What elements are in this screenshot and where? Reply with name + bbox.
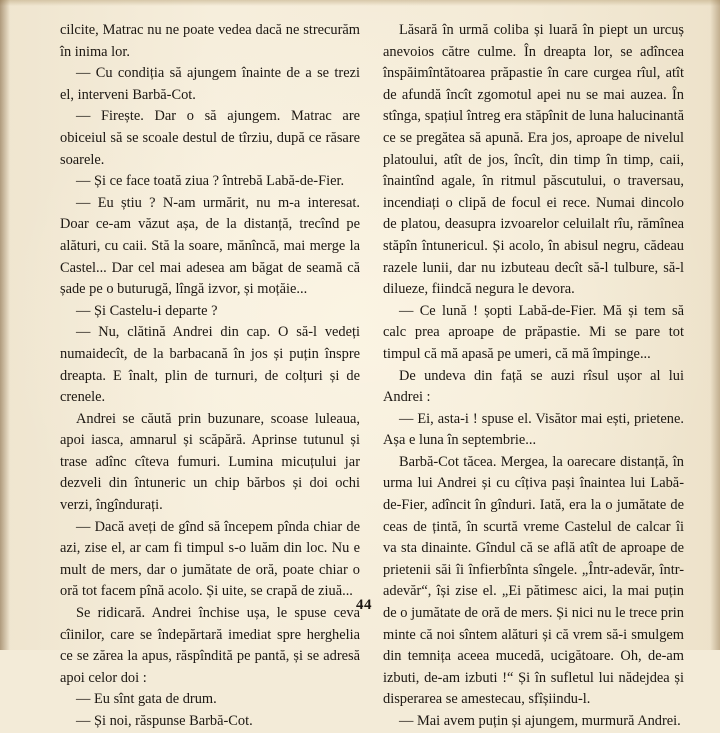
paragraph: — Și noi, răspunse Barbă-Cot. (76, 713, 253, 729)
paragraph: — Cu condiția să ajungem înainte de a se trezi el, interveni Barbă-Cot. (60, 65, 360, 103)
paragraph: — Nu, clătină Andrei din cap. O să-l vedeți numaidecît, de la barbacană în jos și puțin înspre dreapta. E înalt, plin de turnuri, de colțuri și de crenele. (60, 324, 360, 406)
page-top-shadow (0, 0, 720, 6)
paragraph: Andrei se căută prin buzunare, scoase luleaua, apoi iasca, amnarul și scăpără. Aprinse tutunul și trase adînc cîteva fumuri. Lumina micuțului jar dezveli din întuneric un chip bărbos și doi ochi verzi, îngîndurați. (60, 410, 360, 514)
paragraph: — Și Castelu-i departe ? (76, 302, 218, 319)
paragraph: Se ridicară. Andrei închise ușa, le spuse ceva cîinilor, care se îndepărtară imediat spre herghelia ce se zărea la apus, răspîndită pe pantă, și se adresă apoi celor doi : (60, 605, 360, 686)
left-text-column (60, 20, 360, 733)
right-text-column (383, 20, 684, 733)
paragraph: cilcite, Matrac nu ne poate vedea dacă ne strecurăm în inima lor. (60, 22, 360, 60)
paragraph: — Mai avem puțin și ajungem, murmură Andrei. (399, 713, 681, 729)
paragraph: — Eu știu ? N-am urmărit, nu m-a interesat. Doar ce-am văzut așa, de la distanță, trecînd pe alături, cu caii. Stă la soare, mănîncă, mai merge la Castel... Dar cel mai adesea am băgat de seamă că șade pe o buturugă, lîngă izvor, și moțăie... (60, 194, 360, 298)
paragraph: Barbă-Cot tăcea. Mergea, la oarecare distanță, în urma lui Andrei și cu cîțiva pași înaintea lui Labă-de-Fier, adîncit în gînduri. Iată, era la o jumătate de ceas de țintă, în scurtă vreme Castelul de calcar îi va sta dinainte. Gîndul că se află atît de aproape de prietenii săi îi înfierbînta sîngele. „Într-adevăr, într-adevăr“, își zise el. „Ei pătimesc aici, la mai puțin de o jumătate de oră de mers. Și nici nu le trece prin minte că noi sîntem alături și că vrem să-i smulgem din temnița aceea mucedă, ucigătoare. Oh, de-am izbuti, de-am izbuti !“ Și în sufletul lui nădejdea și disperarea se amestecau, sfîșiindu-l. (383, 453, 684, 708)
page-left-shadow (0, 0, 10, 650)
paragraph: — Eu sînt gata de drum. (76, 691, 217, 708)
paragraph: — Ce lună ! șopti Labă-de-Fier. Mă și tem să calc prea aproape de prăpastie. Mi se pare tot timpul că mă apasă pe umeri, că mă împinge... (383, 302, 684, 362)
page-right-shadow (710, 0, 720, 650)
paragraph: Lăsară în urmă coliba și luară în piept un urcuș anevoios către culme. În dreapta lor, se adîncea înspăimîntătoarea prăpastie în care curgea rîul, atît de afundă încît zgomotul apei nu se mai auzea. În stînga, spațiul întreg era stăpînit de luna halucinantă ce se pregătea să apună. Era jos, aproape de nivelul platoului, atît de jos, încît, din timp în timp, caii, înaintînd agale, în ritmul păscutului, o traversau, incendiați o clipă de focul ei rece. Numai dincolo de platou, deasupra izvoarelor celuilalt rîu, rămînea stăpîn întunericul. Și acolo, în abisul negru, cădeau razele lunii, dar nu izbuteau decît să-l tulbure, să-l dilueze, fiindcă negura le devora. (383, 22, 684, 298)
paragraph: — Firește. Dar o să ajungem. Matrac are obiceiul să se scoale destul de tîrziu, după ce răsare soarele. (60, 108, 360, 168)
paragraph: — Dacă aveți de gînd să începem pînda chiar de azi, zise el, ar cam fi timpul s-o luăm din loc. Nu e mult de mers, dar o jumătate de oră, poate chiar o oră tot facem pînă acolo. Și uite, se crapă de ziuă... (60, 518, 360, 600)
paragraph: — Ei, asta-i ! spuse el. Visător mai ești, prietene. Așa e luna în septembrie... (383, 410, 684, 449)
page-number: 44 (356, 597, 372, 613)
paragraph: — Și ce face toată ziua ? întrebă Labă-de-Fier. (76, 173, 345, 190)
paragraph: De undeva din față se auzi rîsul ușor al lui Andrei : (383, 367, 684, 406)
